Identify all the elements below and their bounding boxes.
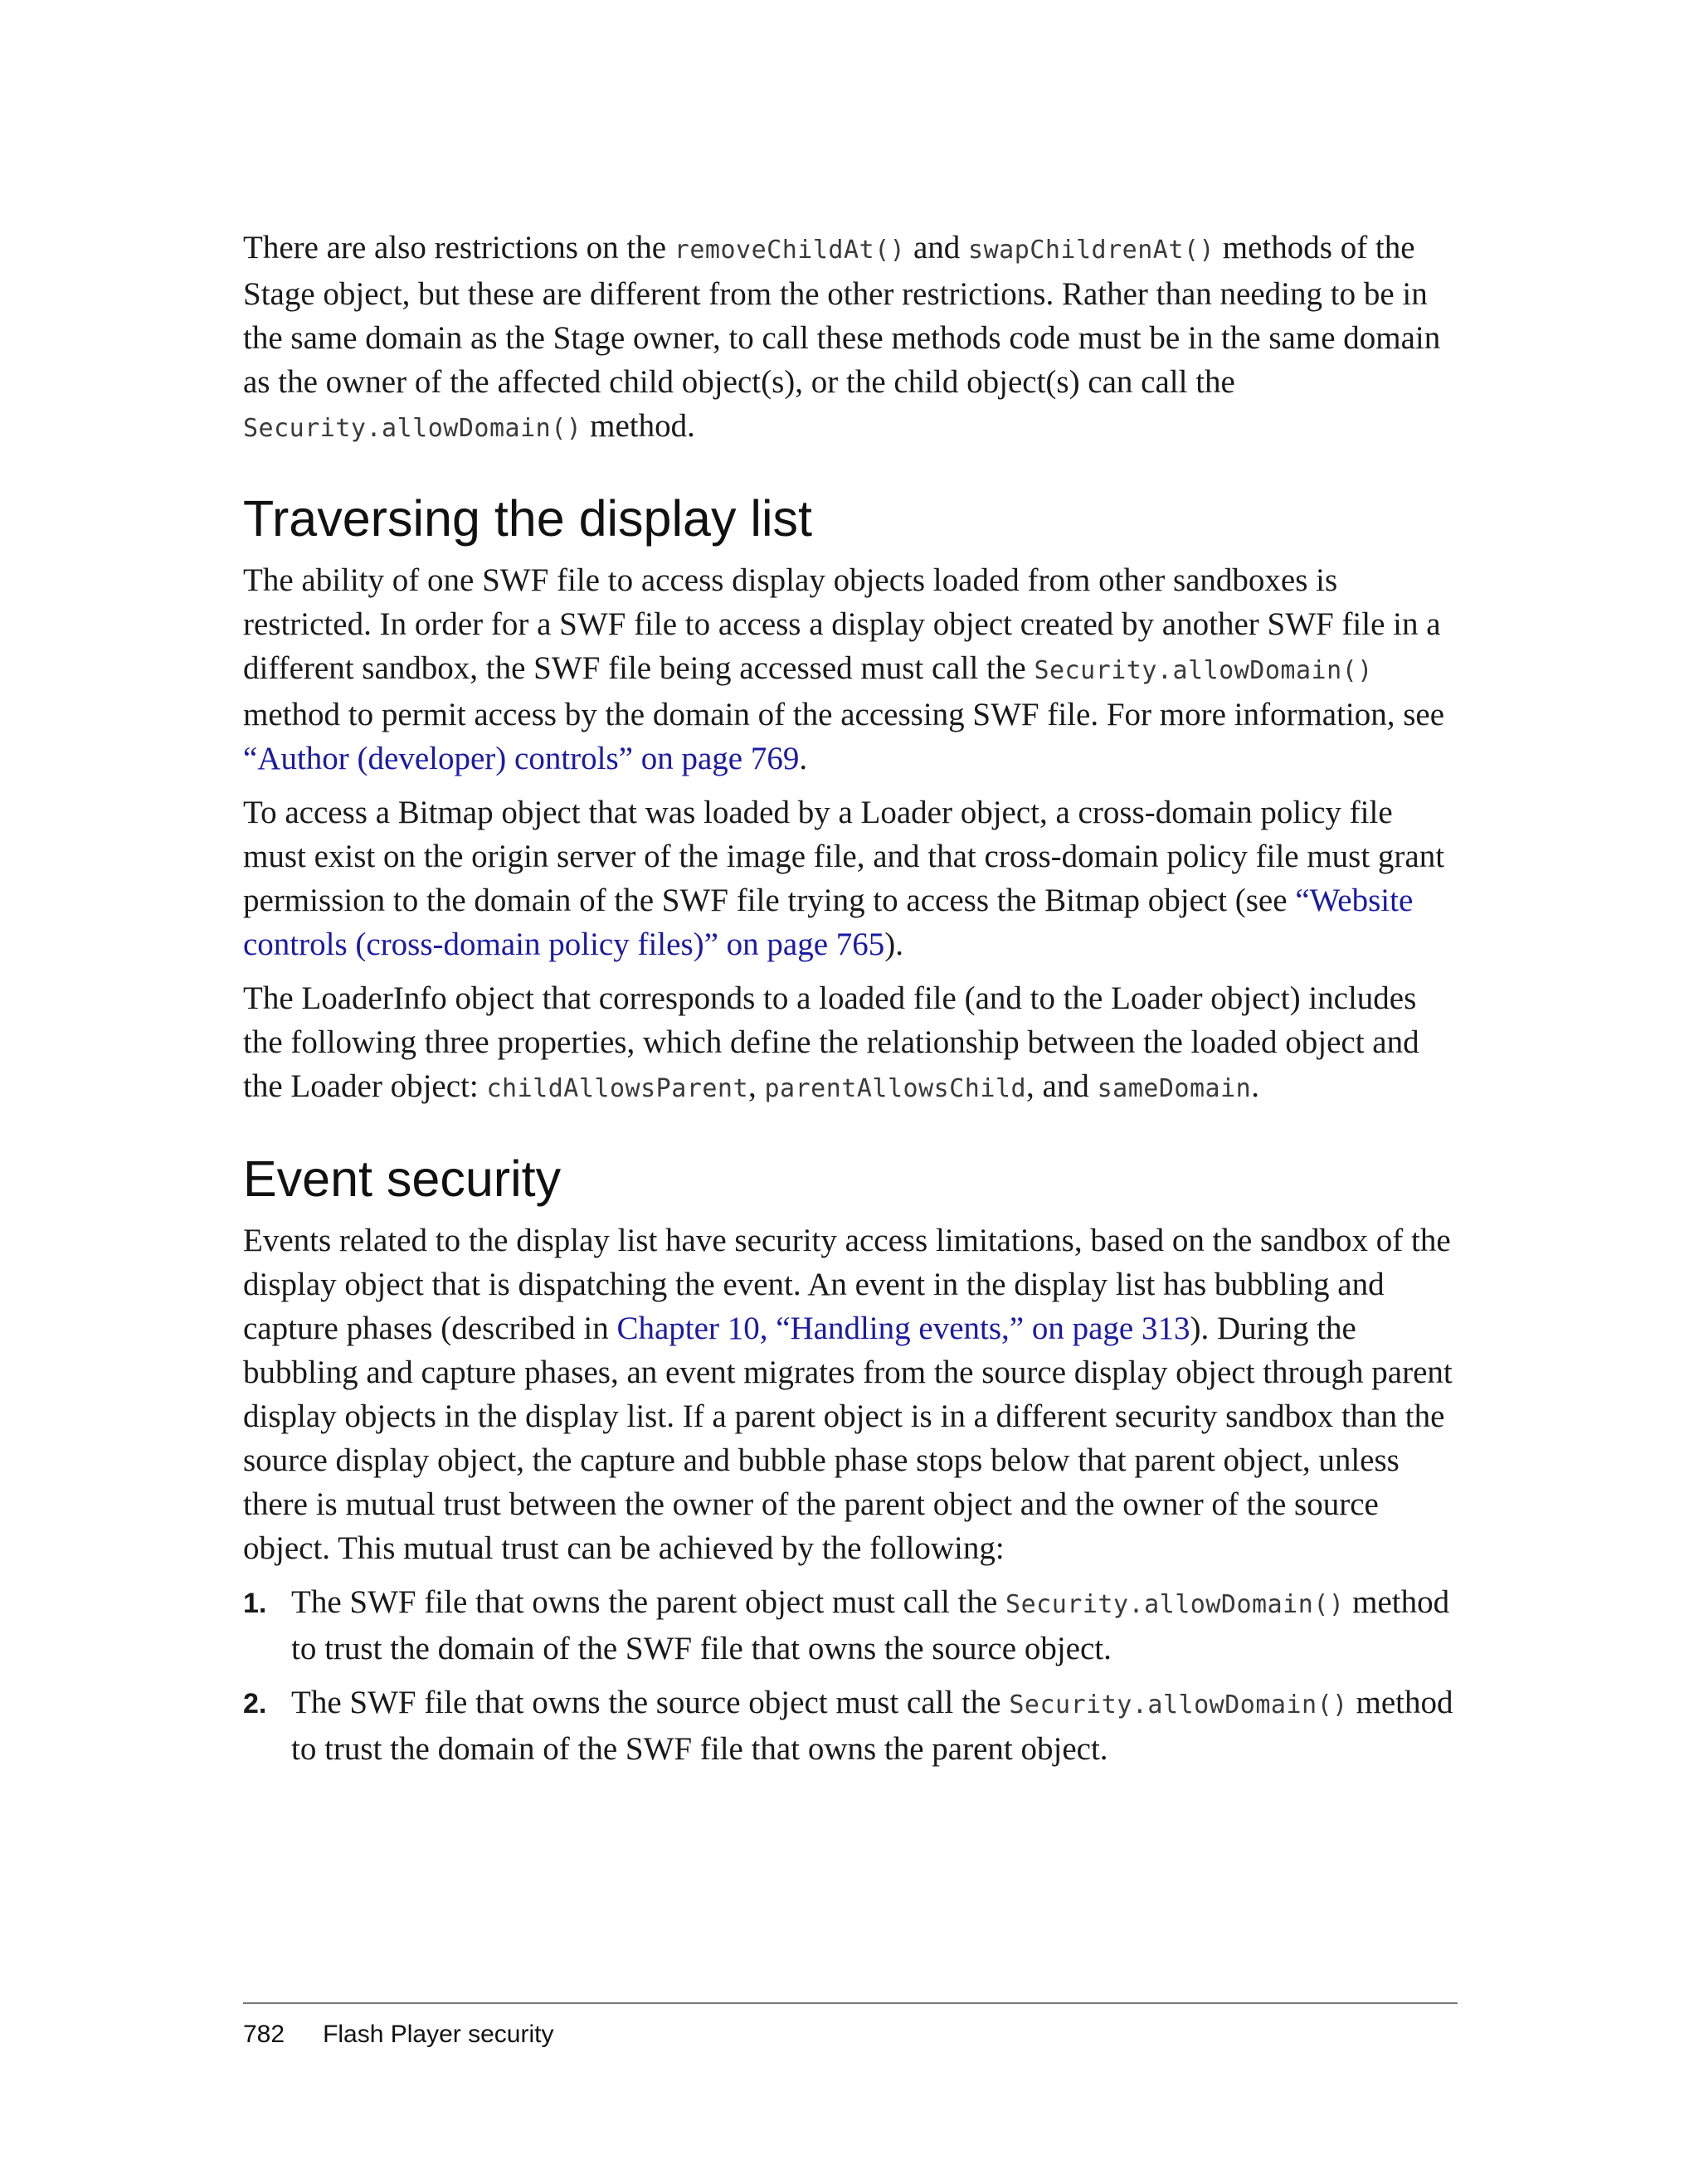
code-samedomain: sameDomain — [1097, 1074, 1252, 1103]
step2-text-1: The SWF file that owns the source object must call the — [291, 1685, 1010, 1720]
traversing-p1-text-2: method to permit access by the domain of the accessing SWF file. For more information, see — [243, 697, 1445, 732]
traversing-paragraph-1 — [243, 558, 1463, 781]
list-number: 2. — [243, 1688, 267, 1719]
page-footer — [243, 2018, 554, 2051]
list-item — [243, 1580, 1463, 1671]
list-item-text — [291, 1681, 1463, 1771]
intro-text-4: method. — [582, 408, 695, 444]
event-paragraph-1 — [243, 1218, 1463, 1570]
traversing-p1-text-1: The ability of one SWF file to access display objects loaded from other sandboxes is restricted. In order for a SWF file to access a display object created by another SWF file in a different sandbox, the SWF file being accessed must call the — [243, 562, 1441, 686]
code-security-allowdomain: Security.allowDomain() — [1005, 1590, 1345, 1619]
page-body — [243, 226, 1463, 1781]
code-swapchildrenat: swapChildrenAt() — [968, 236, 1215, 265]
heading-traversing: Traversing the display list — [243, 490, 812, 547]
intro-paragraph — [243, 226, 1463, 450]
code-removechildat: removeChildAt() — [674, 236, 906, 265]
traversing-p2-text-2: ). — [884, 927, 904, 962]
code-security-allowdomain: Security.allowDomain() — [243, 414, 582, 443]
footer-divider — [243, 2002, 1458, 2004]
link-website-controls[interactable]: “Website controls (cross-domain policy files)” on page 765 — [243, 883, 1414, 962]
list-item-text — [291, 1580, 1463, 1671]
code-parentallowschild: parentAllowsChild — [764, 1074, 1027, 1103]
list-number: 1. — [243, 1588, 267, 1619]
code-security-allowdomain: Security.allowDomain() — [1009, 1690, 1348, 1719]
event-p1-text-1: Events related to the display list have security access limitations, based on the sandbox of the display object that is dispatching the event. An event in the display list has bubbling and capture phases (described in — [243, 1223, 1451, 1346]
heading-event-security: Event security — [243, 1150, 562, 1207]
link-handling-events[interactable]: Chapter 10, “Handling events,” on page 313 — [616, 1311, 1190, 1346]
intro-text-3: methods of the Stage object, but these are different from the other restrictions. Rather than needing to be in the same domain as the Stage owner, to call these methods code must be in the same domain as the owner of the affected child object(s), or the child object(s) can call the — [243, 230, 1441, 400]
traversing-p3-text-4: . — [1251, 1068, 1259, 1104]
traversing-p3-text-1: The LoaderInfo object that corresponds to a loaded file (and to the Loader object) includes the following three properties, which define the relationship between the loaded object and the Loader object: — [243, 980, 1419, 1104]
intro-text-1: There are also restrictions on the — [243, 230, 674, 265]
traversing-paragraph-3 — [243, 976, 1463, 1111]
numbered-list — [243, 1580, 1463, 1771]
page-number: 782 — [243, 2021, 285, 2048]
traversing-p2-text-1: To access a Bitmap object that was loaded by a Loader object, a cross-domain policy file must exist on the origin server of the image file, and that cross-domain policy file must grant permission to the domain of the SWF file trying to access the Bitmap object (see — [243, 795, 1445, 918]
event-p1-text-2: ). During the bubbling and capture phases, an event migrates from the source display object through parent display objects in the display list. If a parent object is in a different security sandbox than the source display object, the capture and bubble phase stops below that parent object, unless there is mutual trust between the owner of the parent object and the owner of the source object. This mutual trust can be achieved by the following: — [243, 1311, 1453, 1566]
traversing-p3-text-3: , and — [1026, 1068, 1098, 1104]
intro-text-2: and — [905, 230, 969, 265]
step2-text-2: method to trust the domain of the SWF file that owns the parent object. — [291, 1685, 1453, 1767]
code-security-allowdomain: Security.allowDomain() — [1034, 656, 1373, 685]
list-item — [243, 1681, 1463, 1771]
traversing-p3-text-2: , — [748, 1068, 765, 1104]
footer-section-title: Flash Player security — [323, 2021, 554, 2048]
step1-text-1: The SWF file that owns the parent object must call the — [291, 1584, 1006, 1620]
step1-text-2: method to trust the domain of the SWF file that owns the source object. — [291, 1584, 1450, 1666]
traversing-p1-text-3: . — [799, 741, 808, 776]
code-childallowsparent: childAllowsParent — [486, 1074, 748, 1103]
link-author-controls[interactable]: “Author (developer) controls” on page 769 — [243, 741, 800, 776]
traversing-paragraph-2 — [243, 790, 1463, 966]
